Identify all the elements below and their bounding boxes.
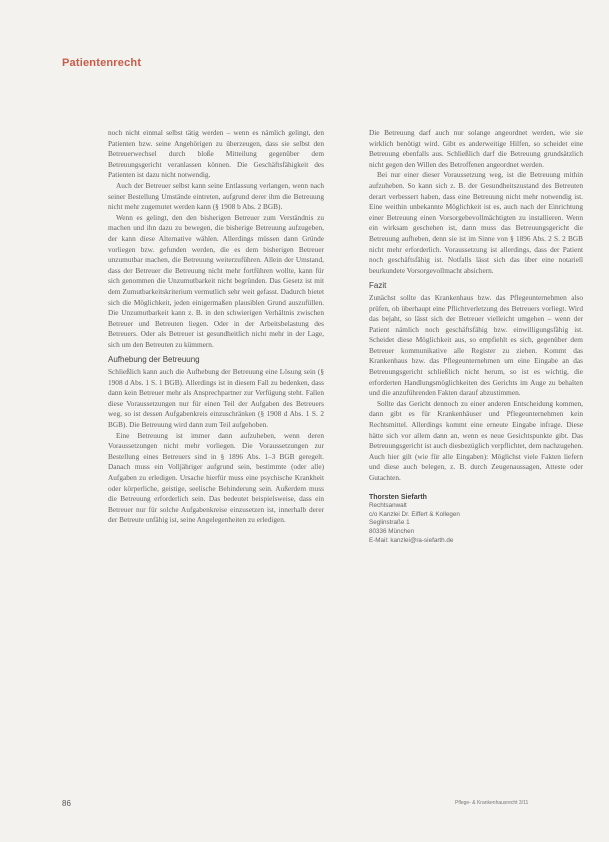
author-email: E-Mail: kanzlei@ra-siefarth.de [369, 536, 454, 544]
left-column [108, 128, 324, 526]
paragraph: Bei nur einer dieser Voraussetzung weg, ist die Betreuung mithin aufzuheben. So kann sich z. B. der Gesundheitszustand des Betreuten derart verbessert haben, dass eine Betreuung nicht mehr notwendig ist. Eine weithin unbekannte Möglichkeit ist es, auch nach der Einrichtung einer Betreuung einen Vorsorgebevollmächtigten zu installieren. Wenn ein wirksam geschehen ist, dann muss das Betreuungsgericht die Betreuung aufheben, denn sie ist im Sinne von § 1896 Abs. 2 S. 2 BGB nicht mehr erforderlich. Voraussetzung ist allerdings, dass der Patient noch geschäftsfähig ist. Notfalls lässt sich das über eine notariell beurkundete Vorsorgevollmacht absichern. [369, 170, 583, 275]
paragraph: noch nicht einmal selbst tätig werden – wenn es nämlich gelingt, den Patienten bzw. seine Angehörigen zu überzeugen, dass sie selbst den Betreuerwechsel durch bloße Mitteilung gegenüber dem Betreuungsgericht veranlassen können. Die Geschäftsfähigkeit des Patienten ist dazu nicht notwendig. [108, 128, 324, 180]
author-line: Rechtsanwalt [369, 502, 407, 510]
paragraph: Zunächst sollte das Krankenhaus bzw. das Pflegeunternehmen also prüfen, ob überhaupt eine Pflichtverletzung des Betreuers vorliegt. Wird das bejaht, so lässt sich der Betreuer vielleicht umgehen – wenn der Patient nämlich noch geschäftsfähig bzw. einwilligungsfähig ist. Scheidet diese Möglichkeit aus, so empfiehlt es sich, gegenüber dem Betreuer kommunikative alle Register zu ziehen. Kommt das Krankenhaus bzw. das Pflegeunternehmen um eine Eingabe an das Betreuungsgericht schließlich nicht herum, so ist es wichtig, die erforderten Handlungsmöglichkeiten des Gerichts im Auge zu behalten und die anzuführenden Fakten darauf abzustimmen. [369, 292, 583, 398]
subheading-fazit: Fazit [369, 281, 387, 291]
subheading-aufhebung: Aufhebung der Betreuung [108, 355, 200, 365]
paragraph: Auch der Betreuer selbst kann seine Entlassung verlangen, wenn nach seiner Bestellung Umstände eintreten, aufgrund derer ihm die Betreuung nicht mehr zugemutet werden kann (§ 1908 b Abs. 2 BGB). [108, 180, 324, 212]
page-number: 86 [62, 799, 71, 808]
paragraph: Sollte das Gericht dennoch zu einer anderen Entscheidung kommen, dann gibt es für Krankenhäuser und Pflegeunternehmen kein Rechtsmittel. Allerdings kommt eine erneute Eingabe infrage. Diese hätte sich vor allem dann an, wenn es neue Gesichtspunkte gibt. Das Betreuungsgericht ist auch diesbezüglich verpflichtet, dem nachzugehen. Auch hier gilt (wie für alle Eingaben): Möglichst viele Fakten liefern und diese auch belegen, z. B. durch Zeugenaussagen, Atteste oder Gutachten. [369, 398, 583, 482]
paragraph: Wenn es gelingt, den den bisherigen Betreuer zum Verständnis zu machen und ihn dazu zu bewegen, die bisherige Betreuung aufzugeben, der kann diese Alternative wählen. Allerdings müssen dann Gründe vorliegen bzw. gefunden werden, die es dem bisherigen Betreuer unzumutbar machen, die Betreuung weiterzuführen. Allein der Umstand, dass der Betreuer die Betreuung nicht mehr fortführen wollte, kann für sich genommen die Unzumutbarkeit nicht begründen. Das Gesetz ist mit dem Zumutbarkeitskriterium vermutlich sehr weit gefasst. Dadurch bietet sich die Möglichkeit, jeden einigermaßen plausiblen Grund auszufüllen. Die Unzumutbarkeit kann z. B. in den schwierigen Verhältnis zwischen Betreuer und Betreuten liegen. Oder in der Arbeitsbelastung des Betreuers. Oder als Betreuer ist gesundheitlich nicht mehr in der Lage, sich um den Betreuten zu kümmern. [108, 212, 324, 349]
journal-footer: Pflege- & Krankenhausrecht 3/11 [455, 800, 529, 806]
paragraph: Die Betreuung darf auch nur solange angeordnet werden, wie sie wirklich benötigt wird. Gibt es anderweitige Hilfen, so scheidet eine Betreuung ebenfalls aus. Schließlich darf die Betreuung grundsätzlich nicht gegen den Willen des Betroffenen angeordnet werden. [369, 128, 583, 169]
author-line: 80336 München [369, 527, 415, 535]
paragraph: Schließlich kann auch die Aufhebung der Betreuung eine Lösung sein (§ 1908 d Abs. 1 S. 1 BGB). Allerdings ist in diesem Fall zu bedenken, dass dann kein Betreuer mehr als Ansprechpartner zur Verfügung steht. Fallen diese Voraussetzungen nur für einen Teil der Aufgaben des Betreuers weg, so ist dessen Aufgabenkreis einzuschränken (§ 1908 d Abs. 1 S. 2 BGB). Die Betreuung wird dann zum Teil aufgehoben. [108, 367, 324, 430]
author-name: Thorsten Siefarth [369, 493, 427, 501]
author-block [369, 494, 583, 546]
paragraph: Eine Betreuung ist immer dann aufzuheben, wenn deren Voraussetzungen nicht mehr vorliegen. Die Voraussetzungen zur Bestellung eines Betreuers sind in § 1896 Abs. 1–3 BGB geregelt. Danach muss ein Volljähriger aufgrund sein, bestimmte (oder alle) Aufgaben zu erledigen. Ursache hierfür muss eine psychische Krankheit oder körperliche, geistige, seelische Behinderung sein. Außerdem muss die Betreuung erforderlich sein. Das bedeutet beispielsweise, dass ein Betreuer nur für solche Aufgabenkreise einzusetzen ist, innerhalb derer der Betreute unfähig ist, seine Angelegenheiten zu erledigen. [108, 430, 324, 525]
author-line: Seglinstraße 1 [369, 519, 410, 527]
section-label: Patientenrecht [62, 57, 142, 69]
author-line: c/o Kanzlei Dr. Eiffert & Kollegen [369, 510, 460, 518]
right-column [369, 128, 583, 545]
